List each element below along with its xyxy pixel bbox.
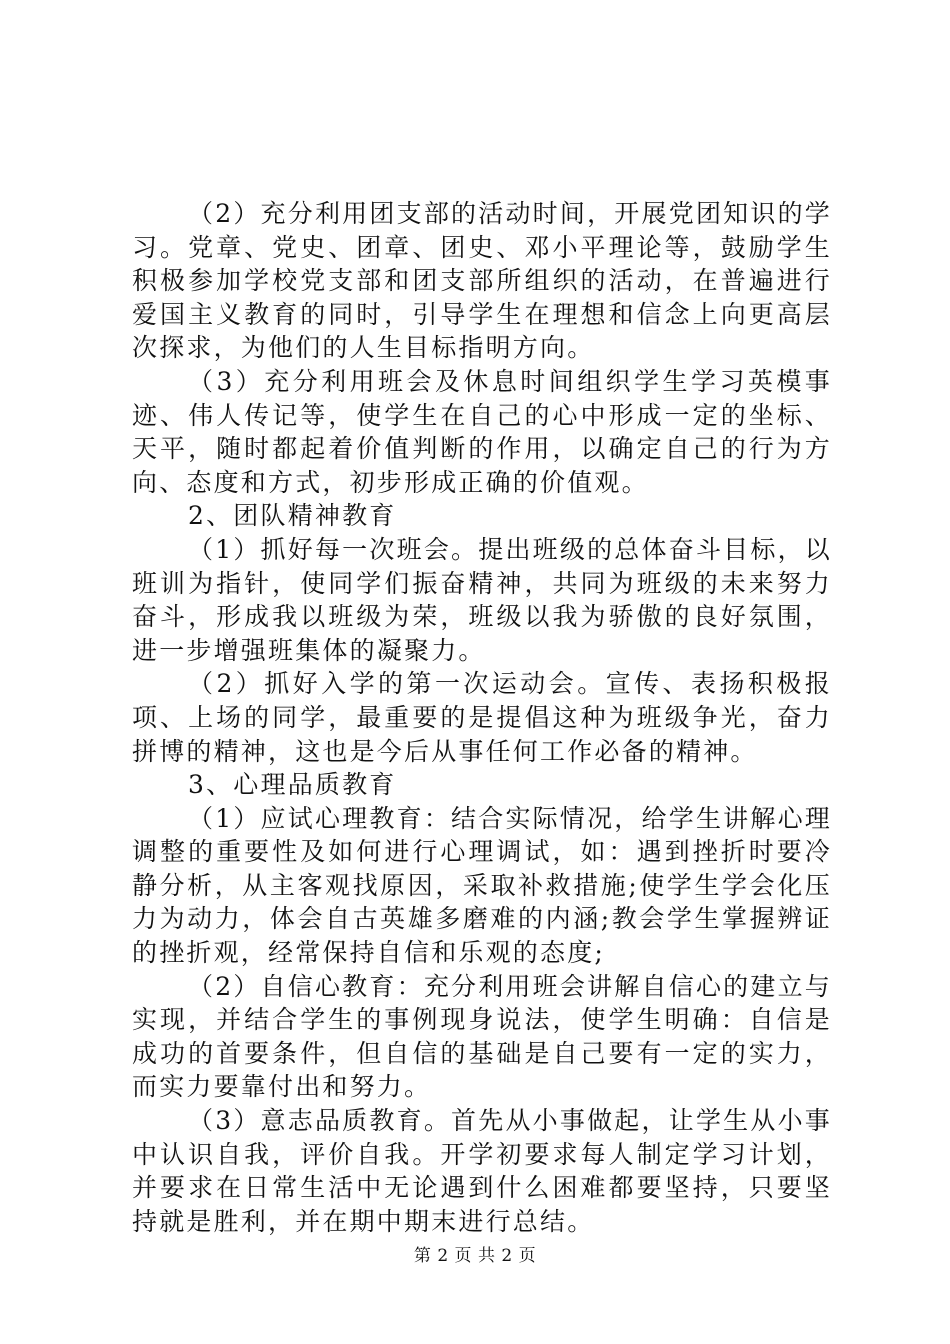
paragraph-2-sports-meet: （2）抓好入学的第一次运动会。宣传、表扬积极报项、上场的同学，最重要的是提倡这种为班级争光，奋力拼博的精神，这也是今后从事任何工作必备的精神。 bbox=[132, 669, 832, 766]
paragraph-2-party-knowledge: （2）充分利用团支部的活动时间，开展党团知识的学习。党章、党史、团章、团史、邓小平理论等，鼓励学生积极参加学校党支部和团支部所组织的活动，在普遍进行爱国主义教育的同时，引导学生在理想和信念上向更高层次探求，为他们的人生目标指明方向。 bbox=[132, 199, 832, 363]
document-body bbox=[132, 197, 832, 1238]
section-heading-psychology: 3、心理品质教育 bbox=[188, 770, 397, 800]
paragraph-2-confidence: （2）自信心教育：充分利用班会讲解自信心的建立与实现，并结合学生的事例现身说法，使学生明确：自信是成功的首要条件，但自信的基础是自己要有一定的实力，而实力要靠付出和努力。 bbox=[132, 971, 832, 1102]
paragraph-3-willpower: （3）意志品质教育。首先从小事做起，让学生从小事中认识自我，评价自我。开学初要求每人制定学习计划，并要求在日常生活中无论遇到什么困难都要坚持，只要坚持就是胜利，并在期中期末进行总结。 bbox=[132, 1106, 832, 1236]
paragraph-1-exam-psychology: （1）应试心理教育：结合实际情况，给学生讲解心理调整的重要性及如何进行心理调试，如：遇到挫折时要冷静分析，从主客观找原因，采取补救措施;使学生学会化压力为动力，体会自古英雄多磨难的内涵;教会学生掌握辨证的挫折观，经常保持自信和乐观的态度; bbox=[132, 803, 832, 968]
paragraph-1-class-meeting: （1）抓好每一次班会。提出班级的总体奋斗目标，以班训为指针，使同学们振奋精神，共同为班级的未来努力奋斗，形成我以班级为荣，班级以我为骄傲的良好氛围，进一步增强班集体的凝聚力。 bbox=[132, 534, 832, 665]
section-heading-team-spirit: 2、团队精神教育 bbox=[188, 501, 397, 531]
paragraph-3-role-models: （3）充分利用班会及休息时间组织学生学习英模事迹、伟人传记等，使学生在自己的心中形成一定的坐标、天平，随时都起着价值判断的作用，以确定自己的行为方向、态度和方式，初步形成正确的价值观。 bbox=[132, 366, 832, 497]
page-number-footer: 第 2 页 共 2 页 bbox=[413, 1246, 537, 1266]
